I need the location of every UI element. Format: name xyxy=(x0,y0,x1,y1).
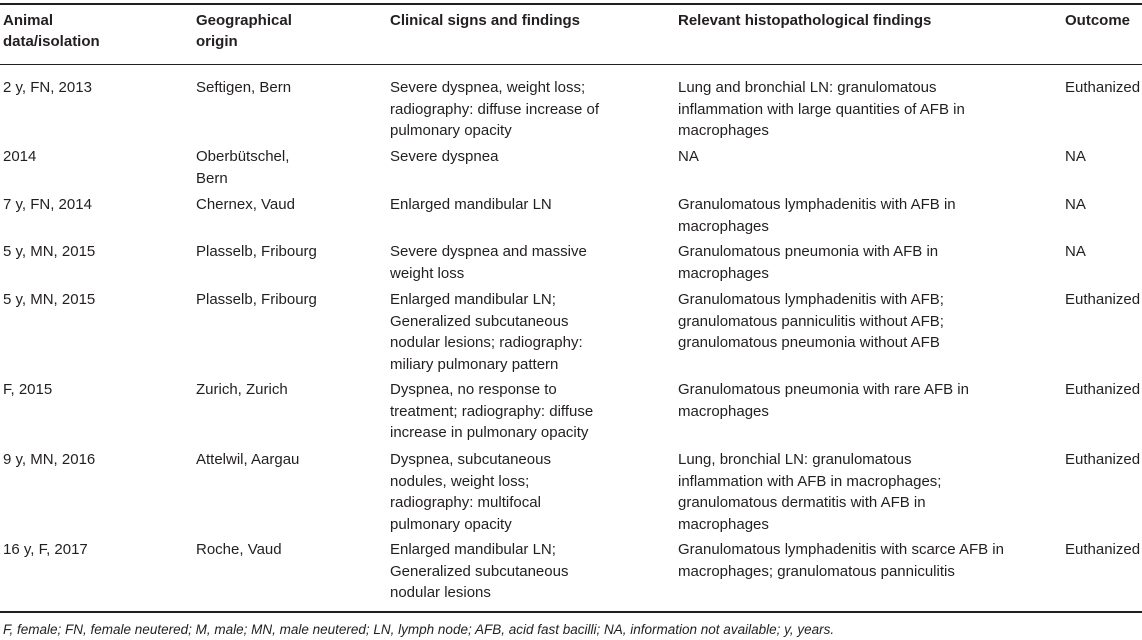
cell-animal: 5 y, MN, 2015 xyxy=(3,291,96,308)
table-top-rule xyxy=(0,3,1142,5)
table-header-row xyxy=(0,10,1142,62)
cell-animal: 9 y, MN, 2016 xyxy=(3,451,96,468)
table-footnote: F, female; FN, female neutered; M, male; MN, male neutered; LN, lymph node; AFB, acid fast bacilli; NA, information not available; y, years. xyxy=(3,622,835,637)
cell-outcome: Euthanized xyxy=(1065,541,1141,558)
header-outcome: Outcome xyxy=(1065,12,1131,29)
cell-origin: Chernex, Vaud xyxy=(196,196,295,213)
cell-animal: 2 y, FN, 2013 xyxy=(3,79,92,96)
cell-clinical: Enlarged mandibular LN; Generalized subcutaneous nodular lesions; radiography: miliary pulmonary pattern xyxy=(390,291,583,373)
cell-histo: Granulomatous lymphadenitis with scarce AFB in macrophages; granulomatous panniculitis xyxy=(678,541,1004,580)
cell-histo: Granulomatous pneumonia with rare AFB in macrophages xyxy=(678,381,969,420)
cell-clinical: Severe dyspnea and massive weight loss xyxy=(390,243,587,282)
cell-outcome: NA xyxy=(1065,196,1086,213)
cell-outcome: Euthanized xyxy=(1065,79,1141,96)
cell-clinical: Enlarged mandibular LN xyxy=(390,196,552,213)
cell-animal: 5 y, MN, 2015 xyxy=(3,243,96,260)
cell-histo: Lung and bronchial LN: granulomatous inflammation with large quantities of AFB in macrophages xyxy=(678,79,965,139)
cell-origin: Attelwil, Aargau xyxy=(196,451,300,468)
cell-histo: Granulomatous pneumonia with AFB in macrophages xyxy=(678,243,939,282)
header-clinical-signs: Clinical signs and findings xyxy=(390,12,581,29)
cell-histo: NA xyxy=(678,148,699,165)
cell-clinical: Enlarged mandibular LN; Generalized subcutaneous nodular lesions xyxy=(390,541,569,601)
cell-clinical: Severe dyspnea xyxy=(390,148,499,165)
cell-origin: Zurich, Zurich xyxy=(196,381,288,398)
cell-outcome: NA xyxy=(1065,148,1086,165)
cell-origin: Seftigen, Bern xyxy=(196,79,292,96)
cell-outcome: Euthanized xyxy=(1065,451,1141,468)
cell-histo: Granulomatous lymphadenitis with AFB in macrophages xyxy=(678,196,956,235)
cell-animal: F, 2015 xyxy=(3,381,53,398)
cell-histo: Lung, bronchial LN: granulomatous inflammation with AFB in macrophages; granulomatous dermatitis with AFB in macrophages xyxy=(678,451,942,533)
cell-animal: 2014 xyxy=(3,148,37,165)
cell-origin: Plasselb, Fribourg xyxy=(196,243,317,260)
header-histopathological-findings: Relevant histopathological findings xyxy=(678,12,932,29)
cell-origin: Roche, Vaud xyxy=(196,541,282,558)
cell-outcome: Euthanized xyxy=(1065,381,1141,398)
cell-animal: 16 y, F, 2017 xyxy=(3,541,88,558)
cell-clinical: Dyspnea, no response to treatment; radiography: diffuse increase in pulmonary opacity xyxy=(390,381,594,441)
header-animal-data: Animal data/isolation xyxy=(3,12,100,50)
cell-origin: Oberbütschel, Bern xyxy=(196,148,290,187)
cell-histo: Granulomatous lymphadenitis with AFB; granulomatous panniculitis without AFB; granulomatous pneumonia without AFB xyxy=(678,291,944,351)
cell-origin: Plasselb, Fribourg xyxy=(196,291,317,308)
cell-clinical: Dyspnea, subcutaneous nodules, weight loss; radiography: multifocal pulmonary opacity xyxy=(390,451,551,533)
cell-outcome: Euthanized xyxy=(1065,291,1141,308)
table-bottom-rule xyxy=(0,611,1142,613)
header-geographical-origin: Geographical origin xyxy=(196,12,292,50)
cell-clinical: Severe dyspnea, weight loss; radiography: diffuse increase of pulmonary opacity xyxy=(390,79,600,139)
cell-animal: 7 y, FN, 2014 xyxy=(3,196,92,213)
cell-outcome: NA xyxy=(1065,243,1086,260)
table-header-rule xyxy=(0,64,1142,65)
